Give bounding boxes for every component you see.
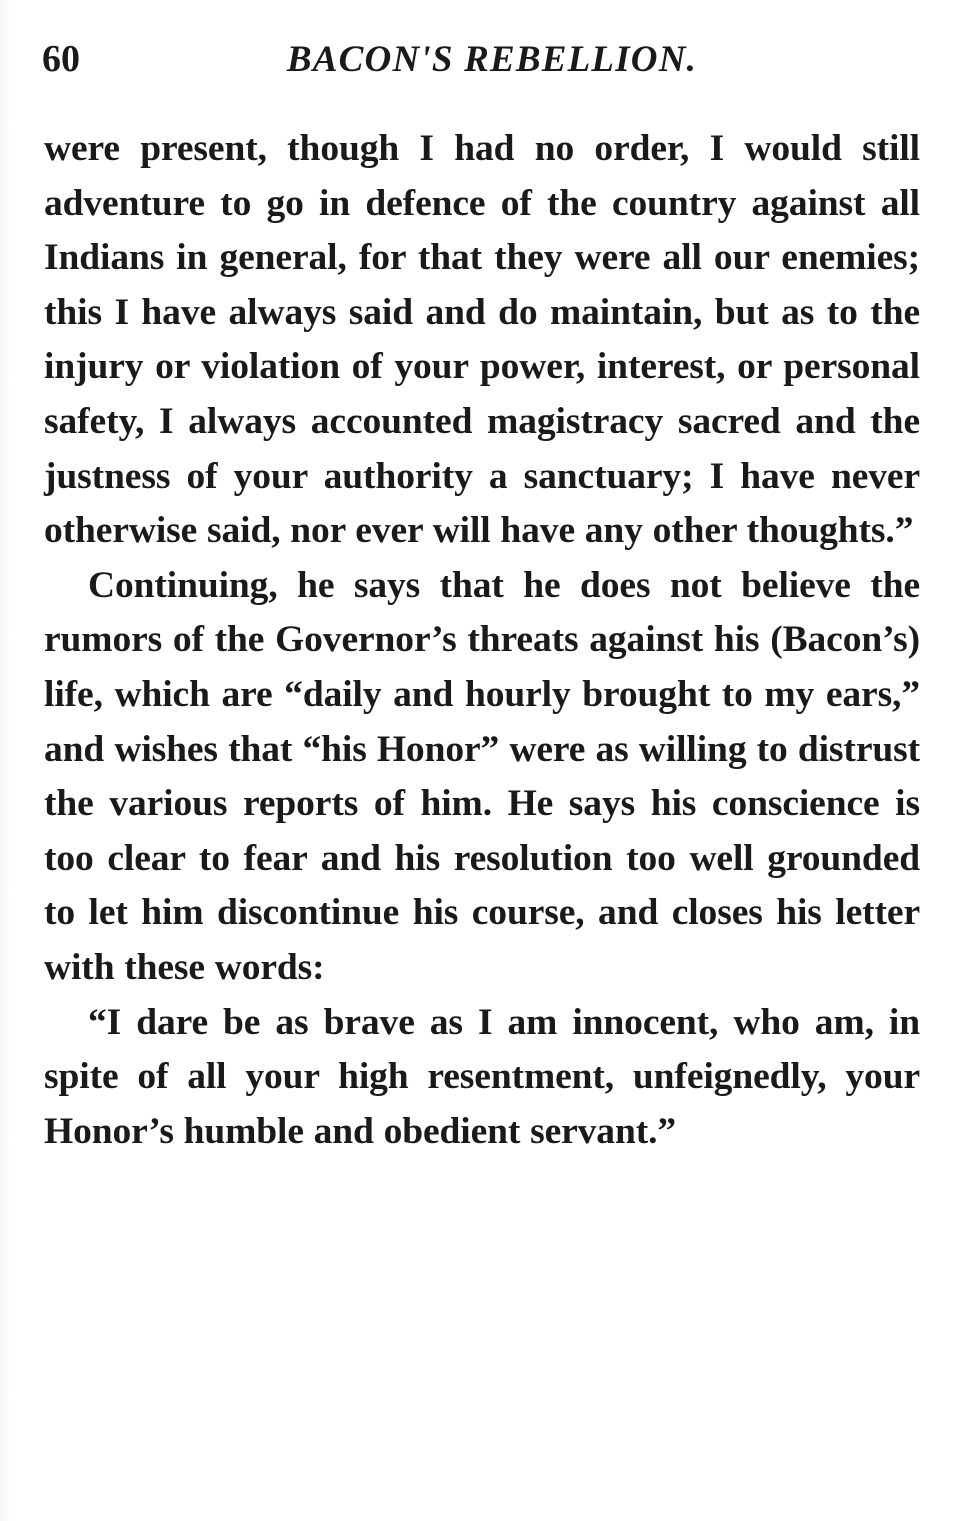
running-head-title: BACON'S REBELLION. (286, 39, 698, 80)
page-header (34, 38, 932, 104)
paragraph-2: Continuing, he says that he does not believe the rumors of the Governor’s threats against his (Bacon’s) life, which are “daily and hourly brought to my ears,” and wishes that “his Honor” were as willing to distrust the various reports of him. He says his conscience is too clear to fear and his resolution too well grounded to let him discontinue his course, and closes his letter with these words: (44, 564, 920, 988)
page-edge-shading (0, 0, 10, 1521)
paragraph-1: were present, though I had no order, I would still adventure to go in defence of the country against all Indians in general, for that they were all our enemies; this I have always said and do maintain, but as to the injury or violation of your power, interest, or personal safety, I always accounted magistracy sacred and the justness of your authority a sanctuary; I have never otherwise said, nor ever will have any other thoughts.” (44, 128, 920, 552)
paragraph-3: “I dare be as brave as I am innocent, who am, in spite of all your high resentment, unfeignedly, your Honor’s humble and obedient servant.” (44, 1001, 920, 1152)
page-body (34, 122, 932, 1159)
page-number: 60 (42, 38, 80, 80)
